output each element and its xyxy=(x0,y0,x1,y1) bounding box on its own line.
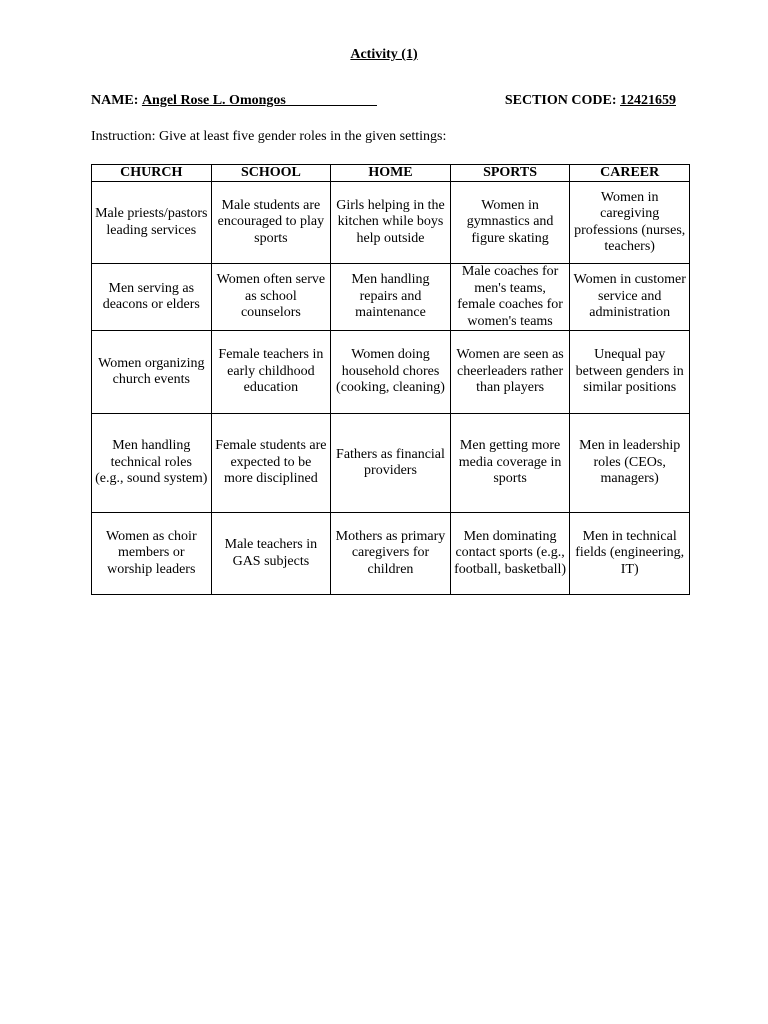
header-home: HOME xyxy=(331,165,451,182)
table-row xyxy=(92,331,690,414)
table-cell: Women organizing church events xyxy=(92,331,212,414)
table-cell: Male priests/pastors leading services xyxy=(92,182,212,264)
name-value: Angel Rose L. Omongos_____________ xyxy=(141,93,377,108)
table-cell: Women doing household chores (cooking, cleaning) xyxy=(331,331,451,414)
name-label: NAME: xyxy=(91,93,139,108)
header-sports: SPORTS xyxy=(450,165,570,182)
table-cell: Women in gymnastics and figure skating xyxy=(450,182,570,264)
section-code-label: SECTION CODE: xyxy=(504,93,617,108)
table-cell: Men in technical fields (engineering, IT) xyxy=(570,513,690,595)
table-cell: Women in caregiving professions (nurses, teachers) xyxy=(570,182,690,264)
gender-roles-table xyxy=(91,164,690,595)
table-cell: Men in leadership roles (CEOs, managers) xyxy=(570,414,690,513)
table-cell: Fathers as financial providers xyxy=(331,414,451,513)
table-cell: Unequal pay between genders in similar positions xyxy=(570,331,690,414)
table-row xyxy=(92,414,690,513)
table-row xyxy=(92,513,690,595)
table-cell: Men handling technical roles (e.g., sound system) xyxy=(92,414,212,513)
header-career: CAREER xyxy=(570,165,690,182)
table-cell: Female students are expected to be more disciplined xyxy=(211,414,331,513)
table-row xyxy=(92,264,690,331)
table-cell: Women as choir members or worship leaders xyxy=(92,513,212,595)
table-cell: Girls helping in the kitchen while boys help outside xyxy=(331,182,451,264)
section-code-value: 12421659 xyxy=(620,93,676,108)
table-cell: Men getting more media coverage in sports xyxy=(450,414,570,513)
instruction-text: Instruction: Give at least five gender roles in the given settings: xyxy=(91,129,447,144)
table-cell: Mothers as primary caregivers for children xyxy=(331,513,451,595)
table-cell: Men dominating contact sports (e.g., football, basketball) xyxy=(450,513,570,595)
section-code-field xyxy=(505,92,676,110)
name-field xyxy=(91,92,377,110)
table-cell: Male teachers in GAS subjects xyxy=(211,513,331,595)
table-cell: Men serving as deacons or elders xyxy=(92,264,212,331)
table-cell: Women are seen as cheerleaders rather than players xyxy=(450,331,570,414)
table-cell: Men handling repairs and maintenance xyxy=(331,264,451,331)
header-school: SCHOOL xyxy=(211,165,331,182)
table-cell: Female teachers in early childhood education xyxy=(211,331,331,414)
table-cell: Male students are encouraged to play sports xyxy=(211,182,331,264)
page-title: Activity (1) xyxy=(350,47,418,62)
header-church: CHURCH xyxy=(92,165,212,182)
table-cell: Women in customer service and administration xyxy=(570,264,690,331)
table-row xyxy=(92,182,690,264)
table-header-row xyxy=(92,165,690,182)
table-cell: Male coaches for men's teams, female coaches for women's teams xyxy=(450,264,570,331)
table-cell: Women often serve as school counselors xyxy=(211,264,331,331)
